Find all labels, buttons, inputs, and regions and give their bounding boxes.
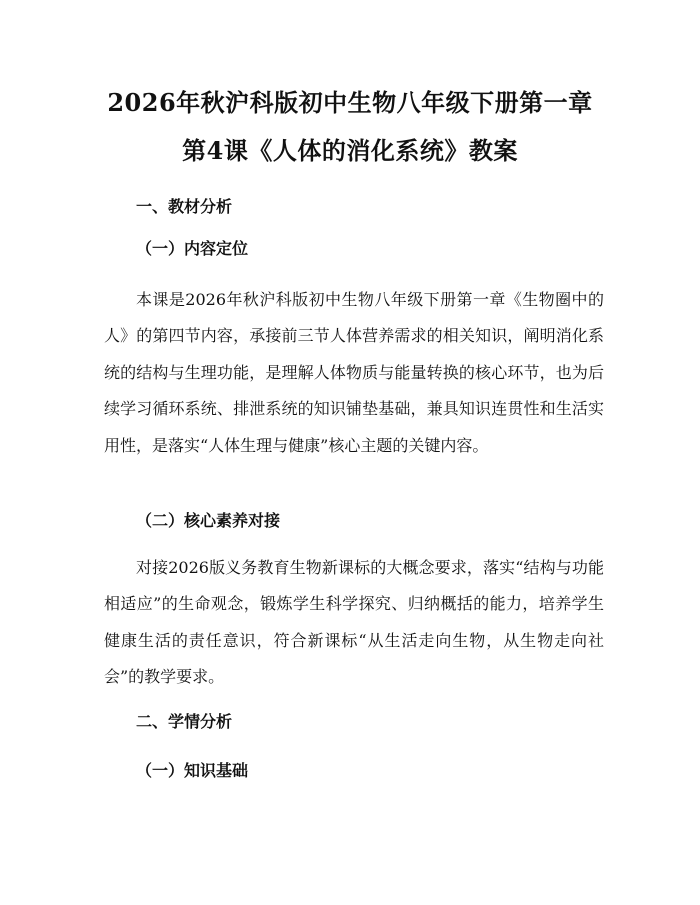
section-heading-textbook-analysis: 一、教材分析 bbox=[136, 197, 233, 216]
document-title-line-1: 2026年秋沪科版初中生物八年级下册第一章 bbox=[107, 88, 593, 117]
paragraph-core-literacy: 对接2026版义务教育生物新课标的大概念要求，落实“结构与功能相适应”的生命观念，锻炼学生科学探究、归纳概括的能力，培养学生健康生活的责任意识，符合新课标“从生活走向生物，从生物走向社会”的教学要求。 bbox=[104, 558, 604, 687]
subsection-heading-core-literacy: （二）核心素养对接 bbox=[136, 511, 281, 530]
paragraph-content-positioning: 本课是2026年秋沪科版初中生物八年级下册第一章《生物圈中的人》的第四节内容，承接前三节人体营养需求的相关知识，阐明消化系统的结构与生理功能，是理解人体物质与能量转换的核心环节，也为后续学习循环系统、排泄系统的知识铺垫基础，兼具知识连贯性和生活实用性，是落实“人体生理与健康”核心主题的关键内容。 bbox=[104, 290, 604, 455]
subsection-heading-knowledge-base: （一）知识基础 bbox=[136, 761, 249, 780]
subsection-heading-content-positioning: （一）内容定位 bbox=[136, 239, 249, 258]
document-title-line-2: 第4课《人体的消化系统》教案 bbox=[182, 136, 518, 165]
section-heading-student-analysis: 二、学情分析 bbox=[136, 712, 233, 731]
